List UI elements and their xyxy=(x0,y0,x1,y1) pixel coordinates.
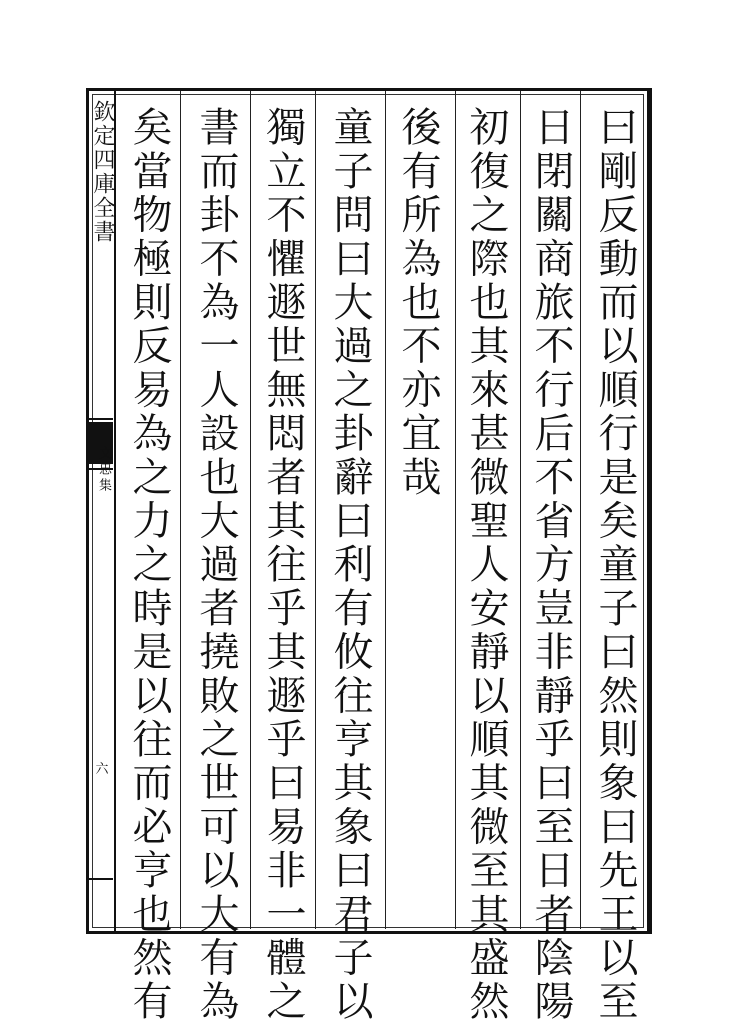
column-rule xyxy=(520,91,521,929)
text-column-2: 日閉關商旅不行后不省方豈非靜乎曰至日者陰陽 xyxy=(528,106,574,1024)
page-number-rule xyxy=(89,878,113,880)
text-column-7: 書而卦不為一人設也大過者撓敗之世可以大有為 xyxy=(193,106,239,1024)
page-number: 六 xyxy=(95,762,109,777)
book-title: 欽定四庫全書 xyxy=(90,100,115,244)
text-column-6: 獨立不懼遯世無悶者其往乎其遯乎曰易非一體之 xyxy=(260,106,306,1024)
column-rule xyxy=(385,91,386,929)
text-column-4: 後有所為也不亦宜哉 xyxy=(395,106,441,500)
column-rule xyxy=(580,91,581,929)
text-column-3: 初復之際也其來甚微聖人安靜以順其微至其盛然 xyxy=(463,106,509,1024)
text-column-1: 曰剛反動而以順行是矣童子曰然則象曰先王以至 xyxy=(592,106,638,1024)
author-label: 文忠集 xyxy=(96,446,111,494)
column-rule xyxy=(455,91,456,929)
column-rule xyxy=(250,91,251,929)
column-rule xyxy=(180,91,181,929)
text-column-5: 童子問曰大過之卦辭曰利有攸往亨其象曰君子以 xyxy=(327,106,373,1024)
text-column-8: 矣當物極則反易為之力之時是以往而必亨也然有 xyxy=(126,106,172,1024)
fishtail-line-top xyxy=(89,418,113,420)
column-rule xyxy=(315,91,316,929)
